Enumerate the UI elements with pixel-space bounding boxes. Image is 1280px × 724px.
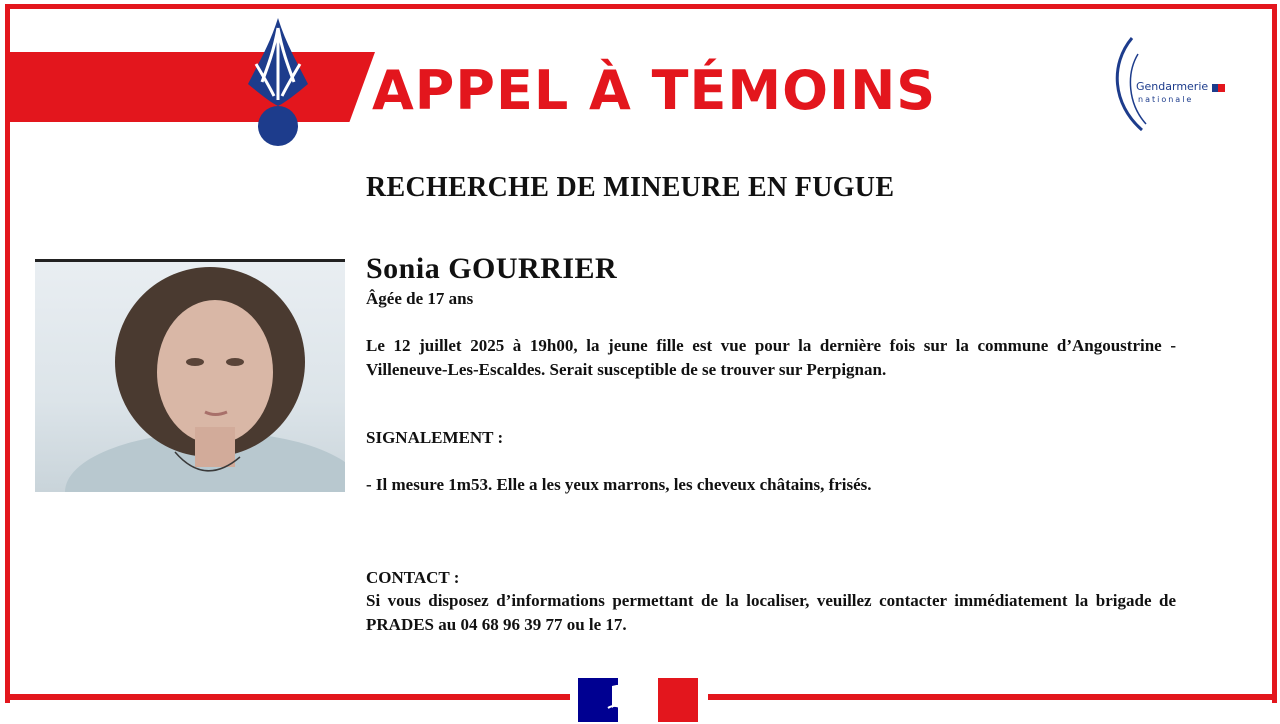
contact-text: Si vous disposez d’informations permettant de la localiser, veuillez contacter immédiatement la brigade de PRADES au 04 68 96 39 77 ou le 17. (366, 591, 1176, 634)
description-text: Le 12 juillet 2025 à 19h00, la jeune fille est vue pour la dernière fois sur la commune d’Angoustrine - Villeneuve-Les-Escaldes. Serait susceptible de se trouver sur Perpignan. (366, 336, 1176, 379)
signalement-label: SIGNALEMENT : (366, 428, 504, 447)
person-name: Sonia GOURRIER (366, 252, 618, 285)
logo-text-main: Gendarmerie (1136, 80, 1209, 93)
marianne-logo (578, 678, 698, 722)
headline: APPEL À TÉMOINS (372, 59, 937, 122)
person-age: Âgée de 17 ans (366, 289, 474, 308)
contact-label: CONTACT : (366, 568, 460, 587)
person-silhouette (35, 262, 345, 492)
bottom-divider-right (708, 694, 1272, 700)
logo-tricolor-bar (1212, 84, 1225, 92)
logo-text-sub: nationale (1138, 95, 1194, 104)
bottom-divider-left (5, 694, 570, 700)
red-banner (10, 52, 375, 122)
missing-person-photo (35, 259, 345, 492)
gendarmerie-grenade-icon (240, 14, 316, 154)
notice-subtitle: RECHERCHE DE MINEURE EN FUGUE (366, 172, 895, 203)
signalement-text: - Il mesure 1m53. Elle a les yeux marrons, les cheveux châtains, frisés. (366, 475, 872, 494)
